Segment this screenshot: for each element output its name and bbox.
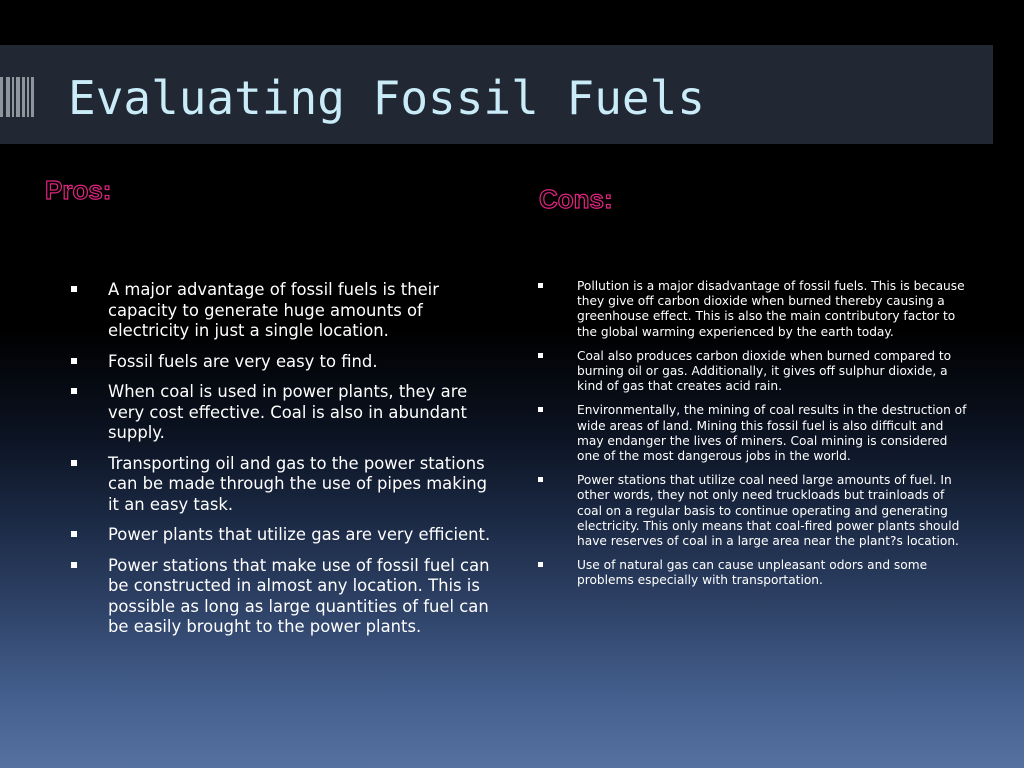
- pros-list-item: [108, 556, 500, 638]
- cons-list-item: [577, 349, 967, 395]
- pros-item-text: Power plants that utilize gas are very efficient.: [108, 525, 491, 544]
- striped-bars-icon: [0, 77, 34, 117]
- pros-item-text: A major advantage of fossil fuels is their capacity to generate huge amounts of electricity in just a single location.: [108, 280, 439, 340]
- pros-list-item: [108, 454, 500, 516]
- pros-heading: Pros:: [45, 175, 112, 205]
- pros-item-text: Transporting oil and gas to the power stations can be made through the use of pipes making it an easy task.: [108, 453, 488, 514]
- cons-list-item: [577, 403, 967, 464]
- square-bullet-icon: [71, 388, 77, 394]
- cons-item-text: Environmentally, the mining of coal results in the destruction of wide areas of land. Mining this fossil fuel is also difficult and may endanger the lives of miners. Coal mining is considered one of the most dangerous jobs in the world.: [577, 403, 967, 464]
- cons-list-item: [577, 473, 967, 549]
- square-bullet-icon: [71, 460, 77, 466]
- pros-list-item: [108, 525, 500, 546]
- square-bullet-icon: [538, 353, 543, 358]
- square-bullet-icon: [538, 407, 543, 412]
- slide-title: Evaluating Fossil Fuels: [68, 71, 705, 125]
- pros-list-item: [108, 382, 500, 444]
- cons-list-item: [577, 558, 967, 588]
- pros-list-item: [108, 280, 500, 342]
- square-bullet-icon: [538, 562, 543, 567]
- cons-item-text: Use of natural gas can cause unpleasant odors and some problems especially with transportation.: [577, 558, 928, 588]
- cons-heading: Cons:: [539, 184, 613, 214]
- square-bullet-icon: [71, 358, 77, 364]
- pros-list: [108, 280, 500, 648]
- square-bullet-icon: [71, 562, 77, 568]
- square-bullet-icon: [71, 286, 77, 292]
- pros-item-text: Power stations that make use of fossil fuel can be constructed in almost any location. This is possible as long as large quantities of fuel can be easily brought to the power plants.: [108, 555, 490, 636]
- cons-item-text: Coal also produces carbon dioxide when burned compared to burning oil or gas. Additionally, it gives off sulphur dioxide, a kind of gas that creates acid rain.: [577, 348, 952, 394]
- pros-list-item: [108, 352, 500, 373]
- square-bullet-icon: [71, 531, 77, 537]
- pros-item-text: When coal is used in power plants, they are very cost effective. Coal is also in abundant supply.: [108, 382, 468, 442]
- square-bullet-icon: [538, 477, 543, 482]
- square-bullet-icon: [538, 283, 543, 288]
- cons-item-text: Pollution is a major disadvantage of fossil fuels. This is because they give off carbon dioxide when burned thereby causing a greenhouse effect. This is also the main contributory factor to the global warming experienced by the earth today.: [577, 279, 965, 339]
- cons-list: [577, 279, 967, 598]
- cons-list-item: [577, 279, 967, 340]
- cons-item-text: Power stations that utilize coal need large amounts of fuel. In other words, they not only need truckloads but trainloads of coal on a regular basis to continue operating and generating electricity. This only means that coal-fired power plants should have reserves of coal in a large area near the plant?s location.: [577, 473, 960, 549]
- pros-item-text: Fossil fuels are very easy to find.: [108, 351, 378, 371]
